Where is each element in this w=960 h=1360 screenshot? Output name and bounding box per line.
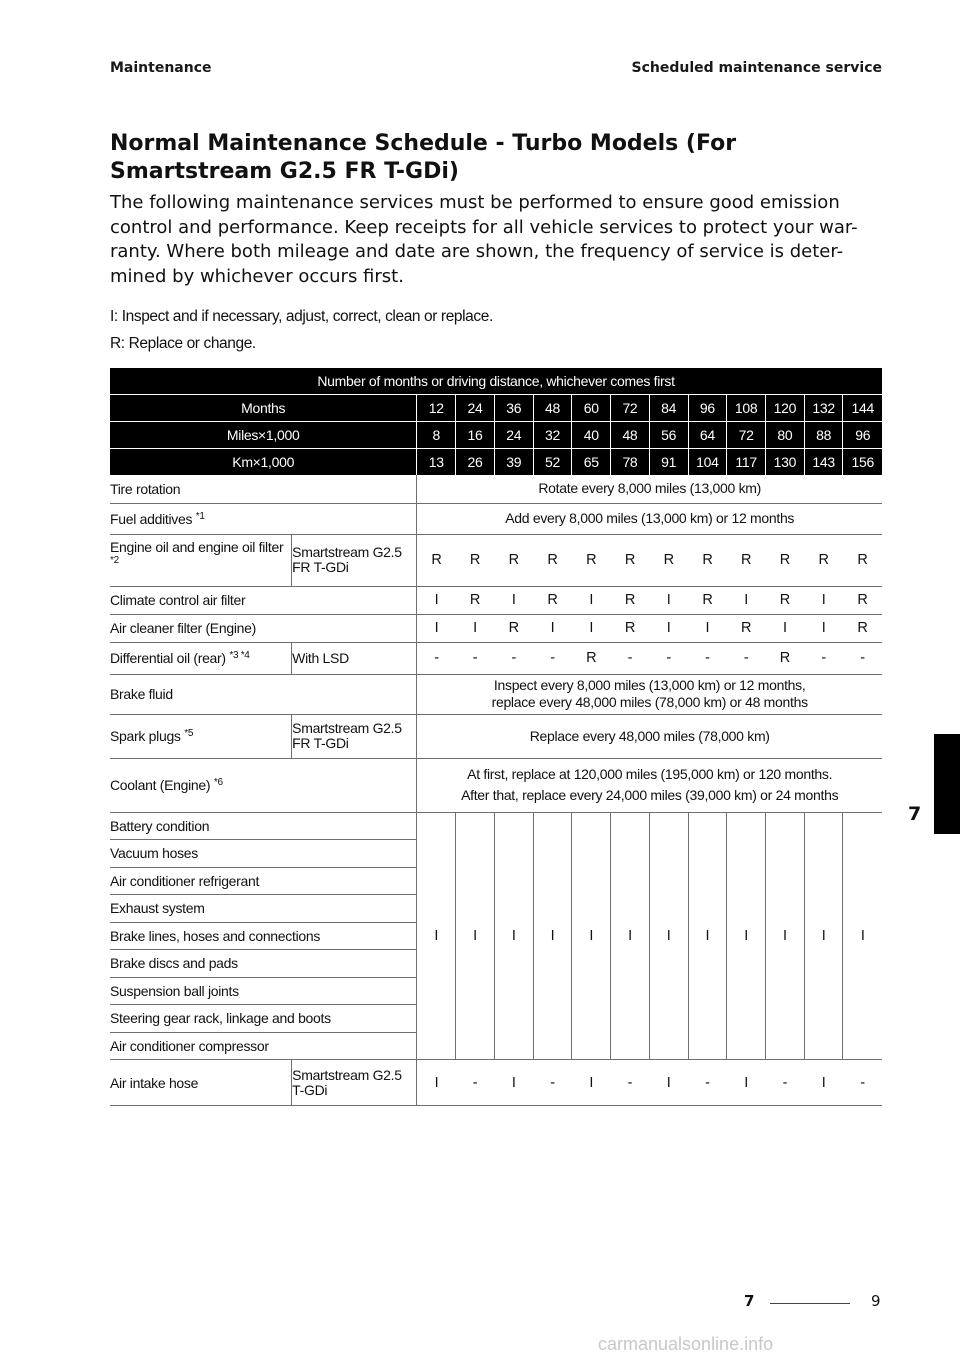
item-label: Brake discs and pads bbox=[110, 950, 417, 978]
header-section-title: Maintenance bbox=[110, 60, 212, 76]
schedule-cell: I bbox=[494, 1060, 533, 1106]
table-row bbox=[110, 534, 882, 586]
interval-value: 48 bbox=[611, 422, 650, 449]
intro-paragraph: The following maintenance services must be performed to ensure good emission control and performance. Keep receipts for all vehicle services to protect your war- ranty. Where both mileage and date are shown, the frequency of service is deter- mined by whichever occurs first. bbox=[110, 192, 858, 287]
schedule-text: Add every 8,000 miles (13,000 km) or 12 months bbox=[417, 503, 882, 534]
schedule-text-line: replace every 48,000 miles (78,000 km) or 48 months bbox=[491, 694, 808, 710]
months-label: Months bbox=[110, 395, 417, 422]
interval-value: 130 bbox=[766, 449, 805, 476]
interval-value: 13 bbox=[417, 449, 456, 476]
interval-value: 117 bbox=[727, 449, 766, 476]
schedule-cell: R bbox=[611, 586, 650, 614]
item-label: Vacuum hoses bbox=[110, 840, 417, 868]
schedule-cell: R bbox=[727, 534, 766, 586]
table-row bbox=[110, 642, 882, 674]
item-label: Brake lines, hoses and connections bbox=[110, 922, 417, 950]
header-page-topic: Scheduled maintenance service bbox=[631, 60, 882, 76]
schedule-cell: - bbox=[688, 1060, 727, 1106]
interval-value: 108 bbox=[727, 395, 766, 422]
schedule-cell: - bbox=[533, 642, 572, 674]
schedule-cell: - bbox=[417, 642, 456, 674]
item-label: Tire rotation bbox=[110, 475, 417, 503]
schedule-cell: R bbox=[804, 534, 843, 586]
interval-value: 91 bbox=[649, 449, 688, 476]
schedule-cell: - bbox=[727, 642, 766, 674]
schedule-text-line: After that, replace every 24,000 miles (39,000 km) or 24 months bbox=[461, 787, 839, 803]
interval-value: 78 bbox=[611, 449, 650, 476]
item-label: Air conditioner refrigerant bbox=[110, 867, 417, 895]
schedule-cell: R bbox=[727, 614, 766, 642]
schedule-cell: I bbox=[804, 1060, 843, 1106]
interval-value: 56 bbox=[649, 422, 688, 449]
schedule-cell: R bbox=[533, 586, 572, 614]
footnote-marker: *1 bbox=[195, 510, 205, 522]
chapter-side-tab bbox=[934, 734, 960, 834]
footer-divider bbox=[770, 1303, 850, 1304]
footer-chapter-number: 7 bbox=[744, 1292, 755, 1310]
item-label: Battery condition bbox=[110, 812, 417, 840]
interval-value: 72 bbox=[611, 395, 650, 422]
schedule-cell: I bbox=[804, 614, 843, 642]
schedule-cell: - bbox=[494, 642, 533, 674]
miles-label: Miles×1,000 bbox=[110, 422, 417, 449]
legend-replace: R: Replace or change. bbox=[110, 335, 256, 352]
interval-value: 48 bbox=[533, 395, 572, 422]
schedule-cell: - bbox=[611, 1060, 650, 1106]
schedule-cell: R bbox=[417, 534, 456, 586]
schedule-cell: R bbox=[766, 586, 805, 614]
schedule-cell: R bbox=[688, 534, 727, 586]
schedule-cell: I bbox=[727, 586, 766, 614]
schedule-cell: R bbox=[766, 642, 805, 674]
schedule-cell: - bbox=[804, 642, 843, 674]
schedule-cell: I bbox=[611, 812, 650, 1060]
miles-row bbox=[110, 422, 882, 449]
interval-value: 104 bbox=[688, 449, 727, 476]
schedule-cell: R bbox=[572, 534, 611, 586]
schedule-cell: I bbox=[766, 812, 805, 1060]
schedule-cell: - bbox=[456, 642, 495, 674]
schedule-text: Replace every 48,000 miles (78,000 km) bbox=[417, 714, 882, 758]
schedule-cell: I bbox=[417, 1060, 456, 1106]
interval-value: 156 bbox=[843, 449, 882, 476]
footnote-marker: *6 bbox=[213, 777, 223, 788]
schedule-cell: I bbox=[533, 812, 572, 1060]
interval-value: 24 bbox=[494, 422, 533, 449]
interval-value: 80 bbox=[766, 422, 805, 449]
schedule-cell: I bbox=[572, 614, 611, 642]
header-row-interval bbox=[110, 368, 882, 395]
item-label: Climate control air filter bbox=[110, 586, 417, 614]
table-row bbox=[110, 758, 882, 812]
item-label: Fuel additives $^{*1}$ bbox=[110, 503, 417, 534]
interval-value: 88 bbox=[804, 422, 843, 449]
item-label: Air cleaner filter (Engine) bbox=[110, 614, 417, 642]
interval-value: 52 bbox=[533, 449, 572, 476]
schedule-cell: I bbox=[417, 812, 456, 1060]
schedule-text-line: At first, replace at 120,000 miles (195,000 km) or 120 months. bbox=[467, 766, 833, 782]
schedule-cell: I bbox=[688, 812, 727, 1060]
interval-value: 143 bbox=[804, 449, 843, 476]
schedule-cell: - bbox=[533, 1060, 572, 1106]
schedule-cell: I bbox=[766, 614, 805, 642]
schedule-cell: I bbox=[572, 1060, 611, 1106]
schedule-cell: R bbox=[494, 534, 533, 586]
footer-page-number: 9 bbox=[871, 1292, 881, 1310]
interval-header: Number of months or driving distance, whichever comes first bbox=[110, 368, 882, 395]
interval-value: 12 bbox=[417, 395, 456, 422]
interval-value: 60 bbox=[572, 395, 611, 422]
interval-value: 26 bbox=[456, 449, 495, 476]
schedule-cell: R bbox=[456, 586, 495, 614]
schedule-cell: I bbox=[494, 812, 533, 1060]
interval-value: 72 bbox=[727, 422, 766, 449]
item-label: Differential oil (rear) $^{*3 *4}$ bbox=[110, 642, 292, 674]
schedule-cell: I bbox=[533, 614, 572, 642]
schedule-cell: I bbox=[649, 586, 688, 614]
schedule-cell: I bbox=[804, 812, 843, 1060]
schedule-cell: R bbox=[649, 534, 688, 586]
schedule-cell: R bbox=[533, 534, 572, 586]
engine-variant: With LSD bbox=[292, 642, 417, 674]
schedule-cell: I bbox=[727, 812, 766, 1060]
km-label: Km×1,000 bbox=[110, 449, 417, 476]
item-label: Brake fluid bbox=[110, 674, 417, 714]
table-row bbox=[110, 503, 882, 534]
item-label: Engine oil and engine oil filter $^{*2}$ bbox=[110, 534, 292, 586]
schedule-cell: - bbox=[688, 642, 727, 674]
schedule-cell: - bbox=[766, 1060, 805, 1106]
schedule-cell: R bbox=[611, 614, 650, 642]
item-label: Air conditioner compressor bbox=[110, 1032, 417, 1060]
interval-value: 8 bbox=[417, 422, 456, 449]
schedule-cell: I bbox=[727, 1060, 766, 1106]
table-row bbox=[110, 1060, 882, 1106]
footnote-marker: *5 bbox=[184, 728, 194, 739]
item-label: Exhaust system bbox=[110, 895, 417, 923]
schedule-cell: - bbox=[843, 642, 882, 674]
interval-value: 96 bbox=[843, 422, 882, 449]
schedule-cell: I bbox=[494, 586, 533, 614]
km-row bbox=[110, 449, 882, 476]
page-title: Normal Maintenance Schedule - Turbo Models (For Smartstream G2.5 FR T-GDi) bbox=[110, 131, 737, 184]
schedule-cell: I bbox=[649, 614, 688, 642]
item-label: Coolant (Engine) $^{*6}$ bbox=[110, 758, 417, 812]
schedule-cell: I bbox=[572, 812, 611, 1060]
schedule-cell: I bbox=[417, 586, 456, 614]
schedule-cell: R bbox=[456, 534, 495, 586]
table-row bbox=[110, 714, 882, 758]
schedule-cell: - bbox=[611, 642, 650, 674]
schedule-cell: I bbox=[456, 812, 495, 1060]
engine-variant: Smartstream G2.5 FR T-GDi bbox=[292, 714, 417, 758]
maintenance-schedule-table bbox=[110, 368, 882, 1106]
schedule-cell: R bbox=[766, 534, 805, 586]
schedule-text bbox=[417, 758, 882, 812]
schedule-cell: I bbox=[572, 586, 611, 614]
table-row bbox=[110, 812, 882, 840]
interval-value: 36 bbox=[494, 395, 533, 422]
schedule-cell: I bbox=[649, 812, 688, 1060]
schedule-cell: R bbox=[688, 586, 727, 614]
item-label: Suspension ball joints bbox=[110, 977, 417, 1005]
interval-value: 96 bbox=[688, 395, 727, 422]
schedule-cell: I bbox=[804, 586, 843, 614]
interval-value: 40 bbox=[572, 422, 611, 449]
interval-value: 16 bbox=[456, 422, 495, 449]
schedule-cell: - bbox=[649, 642, 688, 674]
interval-value: 144 bbox=[843, 395, 882, 422]
schedule-cell: R bbox=[843, 534, 882, 586]
schedule-cell: I bbox=[688, 614, 727, 642]
item-label: Air intake hose bbox=[110, 1060, 292, 1106]
table-row bbox=[110, 674, 882, 714]
engine-variant: Smartstream G2.5 T-GDi bbox=[292, 1060, 417, 1106]
footnote-marker: *3 *4 bbox=[229, 650, 250, 661]
chapter-side-tab-number: 7 bbox=[908, 803, 922, 825]
schedule-text: Rotate every 8,000 miles (13,000 km) bbox=[417, 475, 882, 503]
footnote-marker: *2 bbox=[110, 554, 119, 566]
interval-value: 39 bbox=[494, 449, 533, 476]
schedule-cell: I bbox=[649, 1060, 688, 1106]
interval-value: 24 bbox=[456, 395, 495, 422]
schedule-text bbox=[417, 674, 882, 714]
months-row bbox=[110, 395, 882, 422]
schedule-cell: - bbox=[456, 1060, 495, 1106]
schedule-cell: R bbox=[572, 642, 611, 674]
schedule-text-line: Inspect every 8,000 miles (13,000 km) or 12 months, bbox=[493, 677, 806, 693]
table-row bbox=[110, 586, 882, 614]
table-row bbox=[110, 614, 882, 642]
schedule-cell: I bbox=[456, 614, 495, 642]
interval-value: 120 bbox=[766, 395, 805, 422]
interval-value: 32 bbox=[533, 422, 572, 449]
schedule-cell: R bbox=[611, 534, 650, 586]
interval-value: 84 bbox=[649, 395, 688, 422]
interval-value: 64 bbox=[688, 422, 727, 449]
interval-value: 132 bbox=[804, 395, 843, 422]
item-label: Steering gear rack, linkage and boots bbox=[110, 1005, 417, 1033]
watermark: carmanualsonline.info bbox=[598, 1334, 774, 1354]
engine-variant: Smartstream G2.5 FR T-GDi bbox=[292, 534, 417, 586]
schedule-cell: I bbox=[843, 812, 882, 1060]
table-row bbox=[110, 475, 882, 503]
interval-value: 65 bbox=[572, 449, 611, 476]
schedule-cell: - bbox=[843, 1060, 882, 1106]
schedule-cell: I bbox=[417, 614, 456, 642]
schedule-cell: R bbox=[843, 614, 882, 642]
item-label: Spark plugs $^{*5}$ bbox=[110, 714, 292, 758]
legend-inspect: I: Inspect and if necessary, adjust, correct, clean or replace. bbox=[110, 308, 493, 325]
schedule-cell: R bbox=[843, 586, 882, 614]
schedule-cell: R bbox=[494, 614, 533, 642]
